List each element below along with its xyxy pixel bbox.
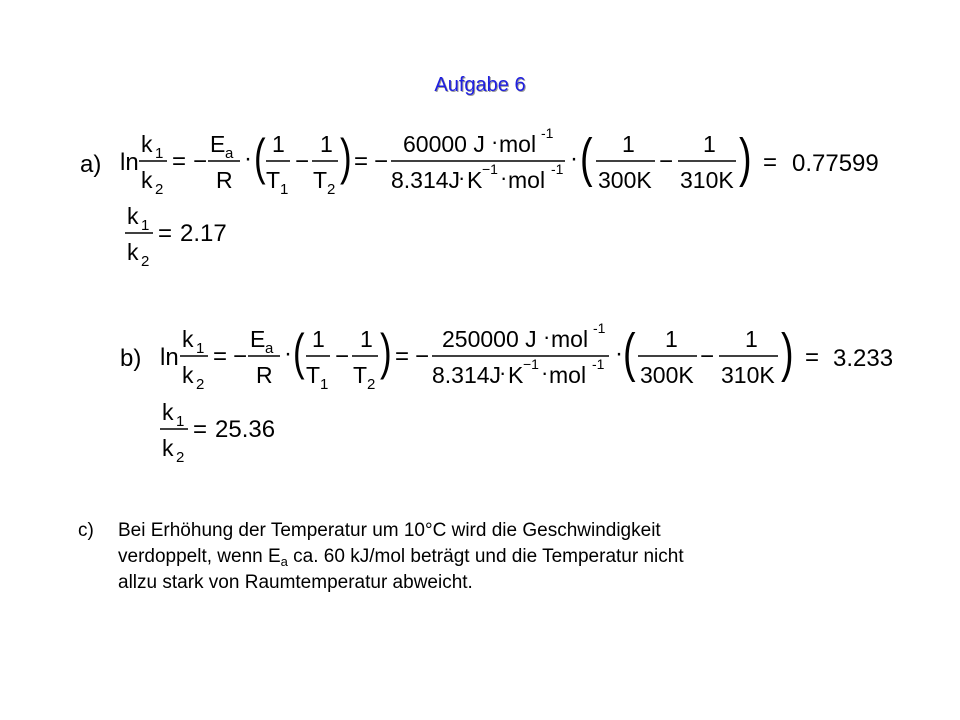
svg-text:−: − (295, 148, 310, 175)
numerator-unit: mol (499, 131, 537, 157)
result-b: 3.233 (833, 345, 894, 372)
k1-subscript: 1 (141, 217, 150, 234)
svg-text:·: · (500, 165, 508, 190)
svg-text:·: · (541, 360, 549, 385)
numerator-unit: mol (551, 326, 589, 352)
part-a-label: a) (80, 151, 102, 178)
svg-text:=: = (395, 343, 410, 370)
ea-subscript: a (265, 340, 274, 357)
svg-text:·: · (615, 340, 623, 367)
part-c-line-2-end: ca. 60 kJ/mol beträgt und die Temperatur nicht (287, 546, 684, 567)
numerator-exponent: -1 (541, 125, 554, 141)
denominator-mol: mol (549, 362, 587, 388)
ea-subscript: a (225, 145, 234, 162)
svg-text:): ) (739, 127, 752, 188)
denominator-value: 8.314J (391, 167, 461, 193)
svg-text:−: − (700, 343, 715, 370)
r-symbol: R (256, 362, 273, 388)
k2-subscript: 2 (155, 181, 164, 198)
temperature-2: 310K (721, 362, 775, 388)
one: 1 (665, 326, 678, 352)
svg-text:−: − (659, 148, 674, 175)
svg-text:): ) (340, 129, 352, 186)
t1-symbol: T (266, 167, 281, 193)
svg-text:−: − (193, 148, 208, 175)
part-b-label: b) (120, 345, 142, 372)
t2-symbol: T (353, 362, 368, 388)
k1-symbol: k (182, 326, 194, 352)
part-c-line-3: allzu stark von Raumtemperatur abweicht. (118, 572, 473, 593)
k1-subscript: 1 (155, 145, 164, 162)
equation-a (80, 125, 879, 270)
svg-text:): ) (781, 322, 794, 383)
part-c-label: c) (78, 520, 94, 541)
svg-text:): ) (380, 324, 392, 381)
t1-subscript: 1 (280, 181, 289, 198)
ea-symbol: E (250, 326, 266, 352)
k1-symbol: k (141, 131, 153, 157)
part-c-line-1: Bei Erhöhung der Temperatur um 10°C wird die Geschwindigkeit (118, 520, 661, 541)
one: 1 (320, 131, 333, 157)
svg-text:−: − (374, 148, 389, 175)
numerator-value: 60000 J (403, 131, 485, 157)
ratio-result-b: 25.36 (215, 416, 276, 443)
svg-text:=: = (158, 220, 173, 247)
svg-text:(: ( (622, 322, 636, 383)
svg-text:·: · (458, 165, 466, 190)
denominator-k-exponent: −1 (523, 356, 539, 372)
denominator-k: K (467, 167, 483, 193)
svg-text:−: − (335, 343, 350, 370)
svg-text:=: = (172, 148, 187, 175)
denominator-value: 8.314J (432, 362, 502, 388)
svg-text:−: − (233, 343, 248, 370)
k1-symbol: k (162, 399, 174, 425)
svg-text:·: · (570, 145, 578, 172)
svg-text:=: = (354, 148, 369, 175)
k1-symbol: k (127, 203, 139, 229)
result-a: 0.77599 (792, 150, 879, 177)
k2-subscript: 2 (176, 449, 185, 466)
t1-symbol: T (306, 362, 321, 388)
one: 1 (745, 326, 758, 352)
k1-subscript: 1 (176, 413, 185, 430)
temperature-2: 310K (680, 167, 734, 193)
t2-symbol: T (313, 167, 328, 193)
k2-symbol: k (127, 239, 139, 265)
denominator-mol-exponent: -1 (592, 356, 605, 372)
k1-subscript: 1 (196, 340, 205, 357)
one: 1 (312, 326, 325, 352)
equation-b (120, 320, 893, 466)
svg-text:·: · (284, 340, 292, 367)
svg-text:(: ( (254, 129, 266, 186)
r-symbol: R (216, 167, 233, 193)
denominator-mol-exponent: -1 (551, 161, 564, 177)
one: 1 (703, 131, 716, 157)
k2-symbol: k (162, 435, 174, 461)
k2-subscript: 2 (141, 253, 150, 270)
part-c-line-2 (118, 544, 878, 570)
t1-subscript: 1 (320, 376, 329, 393)
svg-text:=: = (193, 416, 208, 443)
svg-text:·: · (491, 129, 499, 154)
denominator-k-exponent: −1 (482, 161, 498, 177)
one: 1 (622, 131, 635, 157)
numerator-exponent: -1 (593, 320, 606, 336)
ea-symbol: E (210, 131, 226, 157)
svg-text:=: = (763, 149, 778, 176)
denominator-mol: mol (508, 167, 546, 193)
part-c-text (118, 518, 878, 596)
ea-subscript: a (280, 554, 288, 569)
temperature-1: 300K (640, 362, 694, 388)
ln-symbol: ln (160, 344, 179, 371)
svg-text:·: · (244, 145, 252, 172)
svg-text:(: ( (293, 324, 305, 381)
one: 1 (360, 326, 373, 352)
numerator-value: 250000 J (442, 326, 537, 352)
temperature-1: 300K (598, 167, 652, 193)
k2-symbol: k (141, 167, 153, 193)
one: 1 (272, 131, 285, 157)
svg-text:·: · (499, 360, 507, 385)
svg-text:=: = (213, 343, 228, 370)
page-title: Aufgabe 6 (434, 74, 526, 96)
ln-symbol: ln (120, 149, 139, 176)
svg-text:=: = (805, 344, 820, 371)
svg-text:(: ( (580, 127, 593, 188)
t2-subscript: 2 (327, 181, 336, 198)
svg-text:−: − (415, 343, 430, 370)
svg-text:·: · (543, 324, 551, 349)
k2-subscript: 2 (196, 376, 205, 393)
k2-symbol: k (182, 362, 194, 388)
denominator-k: K (508, 362, 524, 388)
ratio-result-a: 2.17 (180, 220, 227, 247)
part-c-line-2-start: verdoppelt, wenn E (118, 546, 281, 567)
t2-subscript: 2 (367, 376, 376, 393)
